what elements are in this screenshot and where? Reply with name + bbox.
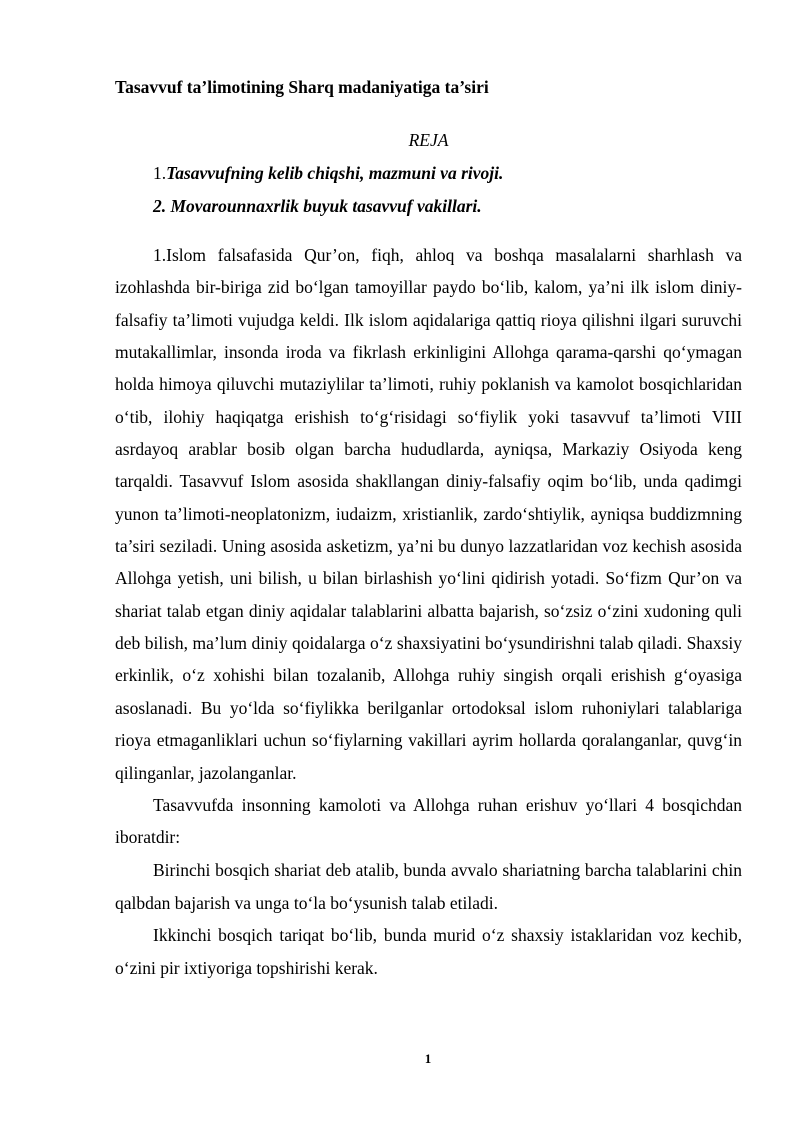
- paragraph-4: Ikkinchi bosqich tariqat bo‘lib, bunda murid o‘z shaxsiy istaklaridan voz kechib, o‘zini pir ixtiyoriga topshirishi kerak.: [115, 925, 742, 978]
- body-text: [115, 239, 742, 984]
- document-title: Tasavvuf ta’limotining Sharq madaniyatiga ta’siri: [115, 77, 489, 97]
- plan-item-text: Tasavvufning kelib chiqshi, mazmuni va rivoji.: [166, 163, 504, 183]
- plan-item-text: Movarounnaxrlik buyuk tasavvuf vakillari.: [166, 196, 482, 216]
- paragraph-3: Birinchi bosqich shariat deb atalib, bunda avvalo shariatning barcha talablarini chin qalbdan bajarish va unga to‘la bo‘ysunish talab etiladi.: [115, 860, 742, 913]
- plan-heading: REJA: [408, 130, 449, 150]
- paragraph-1: 1.Islom falsafasida Qur’on, fiqh, ahloq va boshqa masalalarni sharhlash va izohlashda bir-biriga zid bo‘lgan tamoyillar paydo bo‘lib, kalom, ya’ni ilk islom diniy-falsafiy ta’limoti vujudga keldi. Ilk islom aqidalariga qattiq rioya qilishni ilgari suruvchi mutakallimlar, insonda iroda va fikrlash erkinligini Allohga qarama-qarshi qo‘ymagan holda himoya qiluvchi mutaziylilar ta’limoti, ruhiy poklanish va kamolot bosqichlaridan o‘tib, ilohiy haqiqatga erishish to‘g‘risidagi so‘fiylik yoki tasavvuf ta’limoti VIII asrdayoq arablar bosib olgan barcha hududlarda, ayniqsa, Markaziy Osiyoda keng tarqaldi. Tasavvuf Islom asosida shakllangan diniy-falsafiy oqim bo‘lib, unda qadimgi yunon ta’limoti-neoplatonizm, iudaizm, xristianlik, zardo‘shtiylik, ayniqsa buddizmning ta’siri seziladi. Uning asosida asketizm, ya’ni bu dunyo lazzatlaridan voz kechish asosida Allohga yetish, uni bilish, u bilan birlashish yo‘lini qidirish yotadi. So‘fizm Qur’on va shariat talab etgan diniy aqidalar talablarini albatta bajarish, so‘zsiz o‘zini xudoning quli deb bilish, ma’lum diniy qoidalarga o‘z shaxsiyatini bo‘ysundirishni talab qiladi. Shaxsiy erkinlik, o‘z xohishi bilan tozalanib, Allohga ruhiy singish orqali erishish g‘oyasiga asoslanadi. Bu yo‘lda so‘fiylikka berilganlar ortodoksal islom ruhoniylari talablariga rioya etmaganliklari uchun so‘fiylarning vakillari ayrim hollarda qoralanganlar, quvg‘in qilinganlar, jazolanganlar.: [115, 245, 742, 783]
- plan-item-number: 2.: [153, 196, 167, 216]
- page-number: 1: [424, 1051, 432, 1066]
- plan-item-2: [153, 195, 753, 217]
- plan-item-1: [153, 162, 753, 184]
- paragraph-2: Tasavvufda insonning kamoloti va Allohga ruhan erishuv yo‘llari 4 bosqichdan iboratdir:: [115, 794, 742, 848]
- plan-item-number: 1.: [153, 163, 167, 183]
